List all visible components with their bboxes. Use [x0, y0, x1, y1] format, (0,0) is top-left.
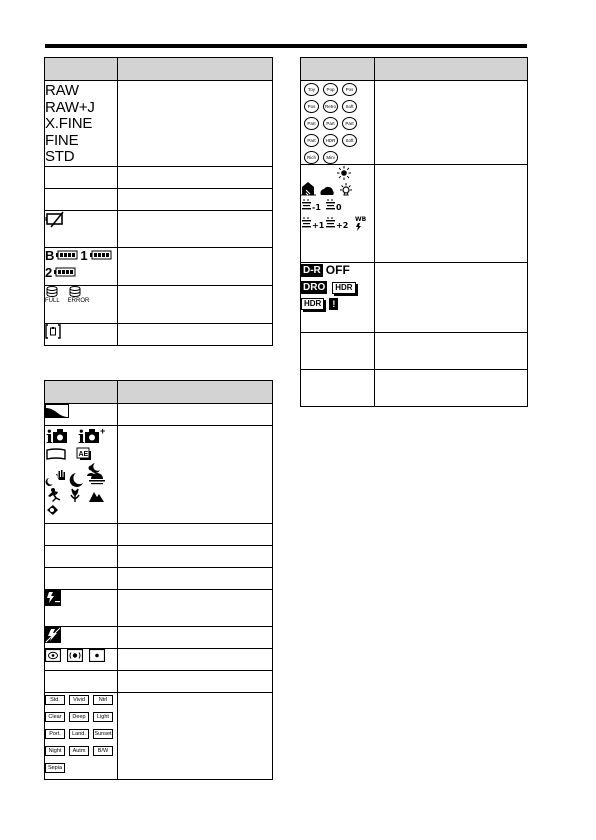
icon-cell	[45, 188, 118, 210]
effect-posterization-color-icon: Pos	[342, 83, 357, 96]
effect-posterization-bw-icon: Pos	[304, 100, 319, 113]
header-cell	[118, 58, 273, 81]
night-scene-icon	[70, 473, 83, 487]
hdr-badge: HDR	[301, 298, 324, 310]
effect-partial-color-green-icon: Part	[323, 117, 338, 130]
effect-partial-color-yellow-icon: Part	[304, 134, 319, 147]
warning-icon: !	[329, 298, 338, 310]
effect-hdr-painting-icon: HDR	[323, 134, 338, 147]
dr-badge: D-R	[303, 264, 321, 276]
icon-cell	[301, 370, 375, 407]
fluorescent-warm-white-wb-icon	[302, 199, 321, 212]
top-rule	[45, 44, 527, 48]
wb-label: WB	[355, 216, 367, 223]
panorama-icon	[47, 449, 65, 459]
effect-soft-focus-icon: Soft	[342, 134, 357, 147]
style-portrait-badge: Port.	[45, 729, 65, 739]
wb-plus2-label: +2	[336, 221, 349, 230]
macro-icon	[71, 489, 79, 502]
header-cell	[45, 58, 118, 81]
style-landscape-badge: Land.	[69, 729, 89, 739]
battery-remaining-icons	[45, 247, 118, 285]
full-label: FULL	[45, 297, 60, 304]
dro-hdr-icons	[301, 263, 375, 333]
battery-icon	[54, 267, 76, 277]
description-cell	[118, 627, 273, 649]
error-label: ERROR	[67, 297, 90, 304]
icon-cell	[45, 166, 118, 188]
icon-table-left-bottom	[44, 380, 273, 780]
incandescent-wb-icon	[340, 183, 352, 195]
effect-soft-high-key-icon: Soft	[342, 100, 357, 113]
description-cell	[118, 590, 273, 627]
header-cell	[301, 58, 375, 81]
style-standard-badge: Std.	[45, 695, 65, 705]
style-deep-badge: Deep	[69, 712, 89, 722]
description-cell	[118, 247, 273, 285]
effect-toy-camera-icon: Toy	[304, 83, 319, 96]
effect-partial-color-blue-icon: Part	[342, 117, 357, 130]
battery-icon	[90, 250, 112, 260]
description-cell	[118, 546, 273, 568]
hdr-badge: HDR	[332, 282, 355, 294]
dr-off-label: OFF	[325, 263, 350, 277]
header-cell	[375, 58, 528, 81]
fluorescent-daylight-wb-icon	[326, 217, 348, 230]
style-bw-badge: B/W	[93, 746, 113, 756]
style-vivid-badge: Vivid	[69, 695, 89, 705]
description-cell	[118, 693, 273, 780]
style-night-badge: Night	[45, 746, 65, 756]
wb-zero-label: 0	[336, 203, 342, 212]
flash-compensation-icon	[45, 590, 118, 627]
wb-plus1-label: +1	[312, 221, 325, 230]
description-cell	[118, 426, 273, 524]
description-cell	[118, 524, 273, 546]
style-light-badge: Light	[93, 712, 113, 722]
svg-text:AE: AE	[78, 451, 89, 458]
description-cell	[118, 649, 273, 671]
card-write-icon	[45, 323, 118, 345]
svg-text:i: i	[78, 427, 85, 448]
svg-text:+: +	[100, 426, 106, 436]
memory-card-status-icons	[45, 285, 118, 323]
style-clear-badge: Clear	[45, 712, 65, 722]
icon-cell	[301, 333, 375, 370]
battery-1-label: 1	[80, 247, 88, 263]
sports-action-icon	[48, 488, 60, 502]
histogram-icon	[45, 404, 118, 426]
icon-cell	[45, 546, 118, 568]
style-sepia-badge: Sepia	[45, 763, 65, 773]
description-cell	[375, 370, 528, 407]
daylight-wb-icon	[337, 166, 351, 180]
description-cell	[118, 568, 273, 590]
superior-auto-icon	[78, 426, 105, 448]
battery-warning-icon	[45, 210, 118, 247]
wb-minus1-label: -1	[312, 203, 321, 212]
food-icon	[47, 505, 58, 515]
icon-table-right	[300, 57, 528, 407]
svg-text:i: i	[46, 427, 53, 448]
multi-metering-icon	[45, 649, 61, 662]
database-icon	[45, 286, 59, 298]
description-cell	[118, 188, 273, 210]
dro-badge: DRO	[303, 282, 326, 293]
style-neutral-badge: Ntrl	[93, 695, 113, 705]
standard-label: STD	[45, 148, 75, 165]
extra-fine-label: X.FINE	[45, 115, 93, 132]
shade-wb-icon	[301, 182, 316, 195]
continuous-ae-icon	[77, 448, 91, 460]
center-metering-icon	[67, 649, 83, 662]
flash-charging-icon	[45, 627, 118, 649]
spot-metering-icon	[89, 649, 105, 662]
description-cell	[118, 81, 273, 167]
description-cell	[118, 404, 273, 426]
white-balance-icons	[301, 165, 375, 263]
icon-cell	[45, 671, 118, 693]
raw-jpeg-label: RAW+J	[45, 98, 95, 116]
effect-retro-photo-icon: Retro	[323, 100, 338, 113]
description-cell	[375, 81, 528, 165]
effect-rich-tone-mono-icon: Rich	[304, 151, 319, 164]
hand-held-twilight-icon	[46, 470, 65, 486]
description-cell	[118, 210, 273, 247]
style-sunset-badge: Sunset	[94, 731, 112, 737]
style-autumn-badge: Autm	[69, 746, 89, 756]
creative-style-icons	[45, 693, 118, 780]
fine-label: FINE	[45, 131, 79, 149]
effect-partial-color-red-icon: Part	[304, 117, 319, 130]
raw-label: RAW	[45, 82, 79, 99]
battery-b-label: B	[45, 247, 55, 263]
header-cell	[45, 381, 118, 404]
fluorescent-cool-white-wb-icon	[326, 199, 342, 212]
battery-2-label: 2	[45, 264, 53, 280]
picture-effect-icons	[301, 81, 375, 165]
metering-mode-icons	[45, 649, 118, 671]
shooting-mode-icons	[45, 426, 118, 524]
description-cell	[375, 165, 528, 263]
image-quality-icons	[45, 81, 118, 167]
description-cell	[118, 285, 273, 323]
effect-miniature-icon: Mini	[323, 151, 338, 164]
description-cell	[118, 671, 273, 693]
cloudy-wb-icon	[320, 187, 333, 195]
effect-pop-color-icon: Pop	[323, 83, 338, 96]
description-cell	[118, 323, 273, 345]
fluorescent-day-white-wb-icon	[302, 217, 325, 230]
description-cell	[118, 166, 273, 188]
icon-cell	[45, 524, 118, 546]
landscape-icon	[89, 492, 104, 502]
battery-icon	[56, 250, 78, 260]
description-cell	[375, 263, 528, 333]
icon-table-left-top	[44, 57, 273, 346]
icon-cell	[45, 568, 118, 590]
intelligent-auto-icon	[46, 427, 67, 448]
header-cell	[118, 381, 273, 404]
flash-wb-icon	[355, 216, 367, 231]
database-icon	[68, 286, 82, 298]
description-cell	[375, 333, 528, 370]
